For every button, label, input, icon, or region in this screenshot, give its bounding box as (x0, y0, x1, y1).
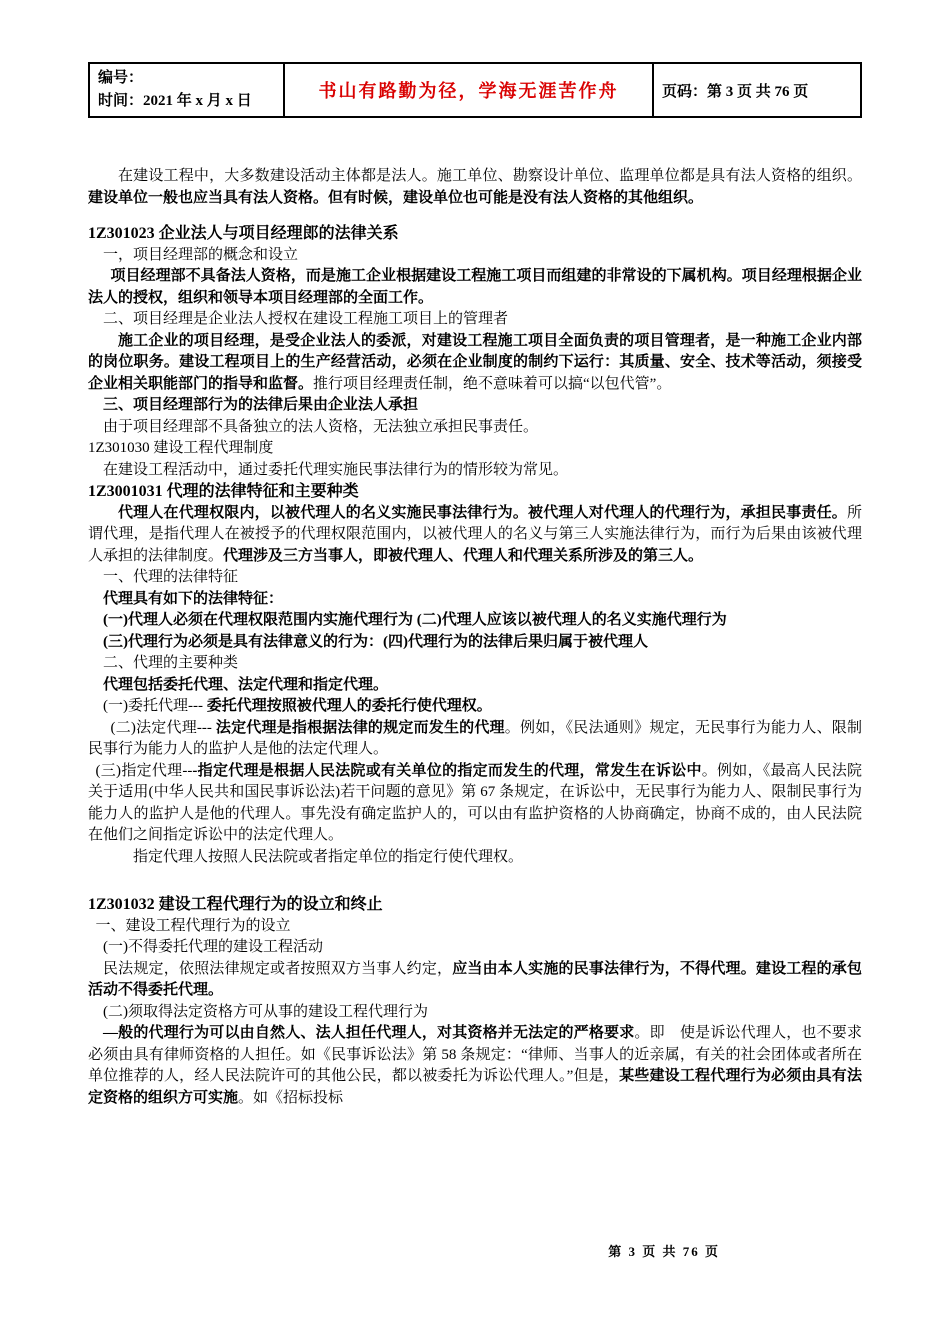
header-motto: 书山有路勤为径，学海无涯苦作舟 (318, 81, 619, 101)
paragraph (88, 331, 862, 396)
text-run: 民法规定，依照法律规定或者按照双方当事人约定， (103, 960, 453, 977)
paragraph (88, 916, 862, 938)
text-run: 建设单位一般也应当具有法人资格。但有时候，建设单位也可能是没有法人资格的其他组织。 (88, 189, 704, 206)
text-run: 一，项目经理部的概念和设立 (103, 246, 299, 263)
paragraph (88, 589, 862, 611)
text-run: 推行项目经理责任制，绝不意味着可以搞“以包代管”。 (313, 375, 672, 392)
text-run: 所谓代理，是指代理人在被授予的代理权限范围内，以被代理人的名义与第三人实施法律行为，而行为后果由该被代理人承担的法律制度。 (88, 504, 862, 564)
paragraph (88, 610, 862, 632)
header-motto-cell (285, 64, 654, 116)
text-run: 一、代理的法律特征 (103, 569, 239, 585)
paragraph (88, 696, 862, 718)
text-run: 代理人在代理权限内，以被代理人的名义实施民事法律行为。被代理人对代理人的代理行为，承担民事责任。 (118, 504, 847, 521)
paragraph (88, 1023, 862, 1109)
text-run: 1Z3001031 代理的法律特征和主要种类 (88, 483, 359, 500)
paragraph (88, 761, 862, 847)
document-body (88, 166, 862, 1109)
paragraph (88, 959, 862, 1002)
text-run: 三、项目经理部行为的法律后果由企业法人承担 (103, 397, 419, 413)
text-run: (一)委托代理--- (103, 698, 207, 714)
paragraph (88, 1002, 862, 1024)
paragraph (88, 632, 862, 654)
text-run: 代理涉及三方当事人，即被代理人、代理人和代理关系所涉及的第三人。 (223, 547, 704, 564)
text-run: 代理具有如下的法律特征： (103, 590, 284, 607)
paragraph (88, 309, 862, 331)
text-run: 1Z301030 建设工程代理制度 (88, 440, 274, 456)
text-run: 二、项目经理是企业法人授权在建设工程施工项目上的管理者 (103, 311, 509, 327)
text-run: 指定代理人按照人民法院或者指定单位的指定行使代理权。 (133, 848, 524, 865)
header-table (88, 62, 862, 118)
header-number-label: 编号： (98, 70, 144, 86)
paragraph (88, 266, 862, 309)
paragraph (88, 675, 862, 697)
text-run: 项目经理部不具备法人资格，而是施工企业根据建设工程施工项目而组建的非常设的下属机构。项目经理根据企业法人的授权，组织和领导本项目经理部的全面工作。 (88, 268, 862, 306)
text-run: (三)指定代理-- (95, 762, 193, 779)
paragraph (88, 438, 862, 460)
text-run: 代理包括委托代理、法定代理和指定代理。 (103, 676, 389, 693)
text-run: 二、代理的主要种类 (103, 655, 239, 671)
text-run: 。例如，《最高人民法院关于适用(中华人民共和国民事诉讼法)若干问题的意见》第 67 条规定，在诉讼中，无民事行为能力人、限制民事行为能力人的监护人是他的代理人。事先没有确定监护人的，可以由有监护资格的人协商确定，协商不成的，由人民法院在他们之间指定诉讼中的法定代理人。 (88, 762, 862, 843)
paragraph (88, 395, 862, 417)
section-heading (88, 481, 862, 503)
paragraph (88, 653, 862, 675)
paragraph (88, 166, 862, 209)
text-run: 在建设工程中，大多数建设活动主体都是法人。施工单位、勘察设计单位、监理单位都是具有法人资格的组织。 (118, 168, 862, 184)
paragraph (88, 567, 862, 589)
text-run: (一)不得委托代理的建设工程活动 (103, 939, 323, 955)
paragraph (88, 718, 862, 761)
paragraph (88, 417, 862, 439)
text-run: —般的代理行为可以由自然人、法人担任代理人，对其资格并无法定的严格要求 (103, 1025, 635, 1041)
text-run: 。例如，《民法通则》规定，无民事行为能力人、限制民事行为能力人的监护人是他的法定代理人。 (88, 719, 862, 757)
text-run: (一)代理人必须在代理权限范围内实施代理行为 (二)代理人应该以被代理人的名义实施代理行为 (103, 612, 727, 628)
paragraph (88, 245, 862, 267)
text-run: 一、建设工程代理行为的设立 (95, 917, 291, 934)
header-number-cell (90, 64, 285, 116)
text-run: 1Z301023 企业法人与项目经理郎的法律关系 (88, 225, 399, 242)
text-run: 施工企业的项目经理，是受企业法人的委派，对建设工程施工项目全面负责的项目管理者，是一种施工企业内部的岗位职务。建设工程项目上的生产经营活动，必须在企业制度的制约下运行：其质量、安全、技术等活动，须接受企业相关职能部门的指导和监督。 (88, 332, 862, 392)
text-run: 1Z301032 建设工程代理行为的设立和终止 (88, 896, 383, 913)
text-run: 某些建设工程代理行为必须由具有法定资格的组织方可实施 (88, 1068, 862, 1106)
text-run: (二)须取得法定资格方可从事的建设工程代理行为 (103, 1003, 428, 1020)
text-run: (三)代理行为必须是具有法律意义的行为：(四)代理行为的法律后果归属于被代理人 (103, 633, 648, 650)
text-run: (二)法定代理--- (110, 719, 216, 736)
header-page-number: 页码：第 3 页 共 76 页 (662, 83, 809, 100)
text-run: 。即 使是诉讼代理人，也不要求必须由具有律师资格的人担任。如《民事诉讼法》第 58 条规定：“律师、当事人的近亲属，有关的社会团体或者所在单位推荐的人，经人民法院许可的其他公民，都以被委托为诉讼代理人。”但是， (88, 1025, 862, 1084)
text-run: 在建设工程活动中，通过委托代理实施民事法律行为的情形较为常见。 (103, 461, 569, 478)
text-run: 。如《招标投标 (238, 1089, 344, 1106)
header-page-cell (654, 64, 860, 116)
header-date-label: 时间：2021 年 x 月 x 日 (98, 93, 252, 109)
text-run: 法定代理是指根据法律的规定而发生的代理 (215, 719, 505, 736)
section-heading (88, 894, 862, 916)
footer-page-number: 第 3 页 共 76 页 (608, 1244, 720, 1259)
paragraph (88, 937, 862, 959)
text-run: -指定代理是根据人民法院或有关单位的指定而发生的代理，常发生在诉讼中 (192, 762, 702, 779)
paragraph (88, 460, 862, 482)
paragraph (88, 503, 862, 568)
text-run: 由于项目经理部不具备独立的法人资格，无法独立承担民事责任。 (103, 418, 539, 435)
text-run: 委托代理按照被代理人的委托行使代理权。 (206, 698, 492, 714)
paragraph (88, 847, 862, 869)
text-run: 应当由本人实施的民事法律行为，不得代理。建设工程的承包活动不得委托代理。 (88, 960, 862, 998)
section-heading (88, 223, 862, 245)
